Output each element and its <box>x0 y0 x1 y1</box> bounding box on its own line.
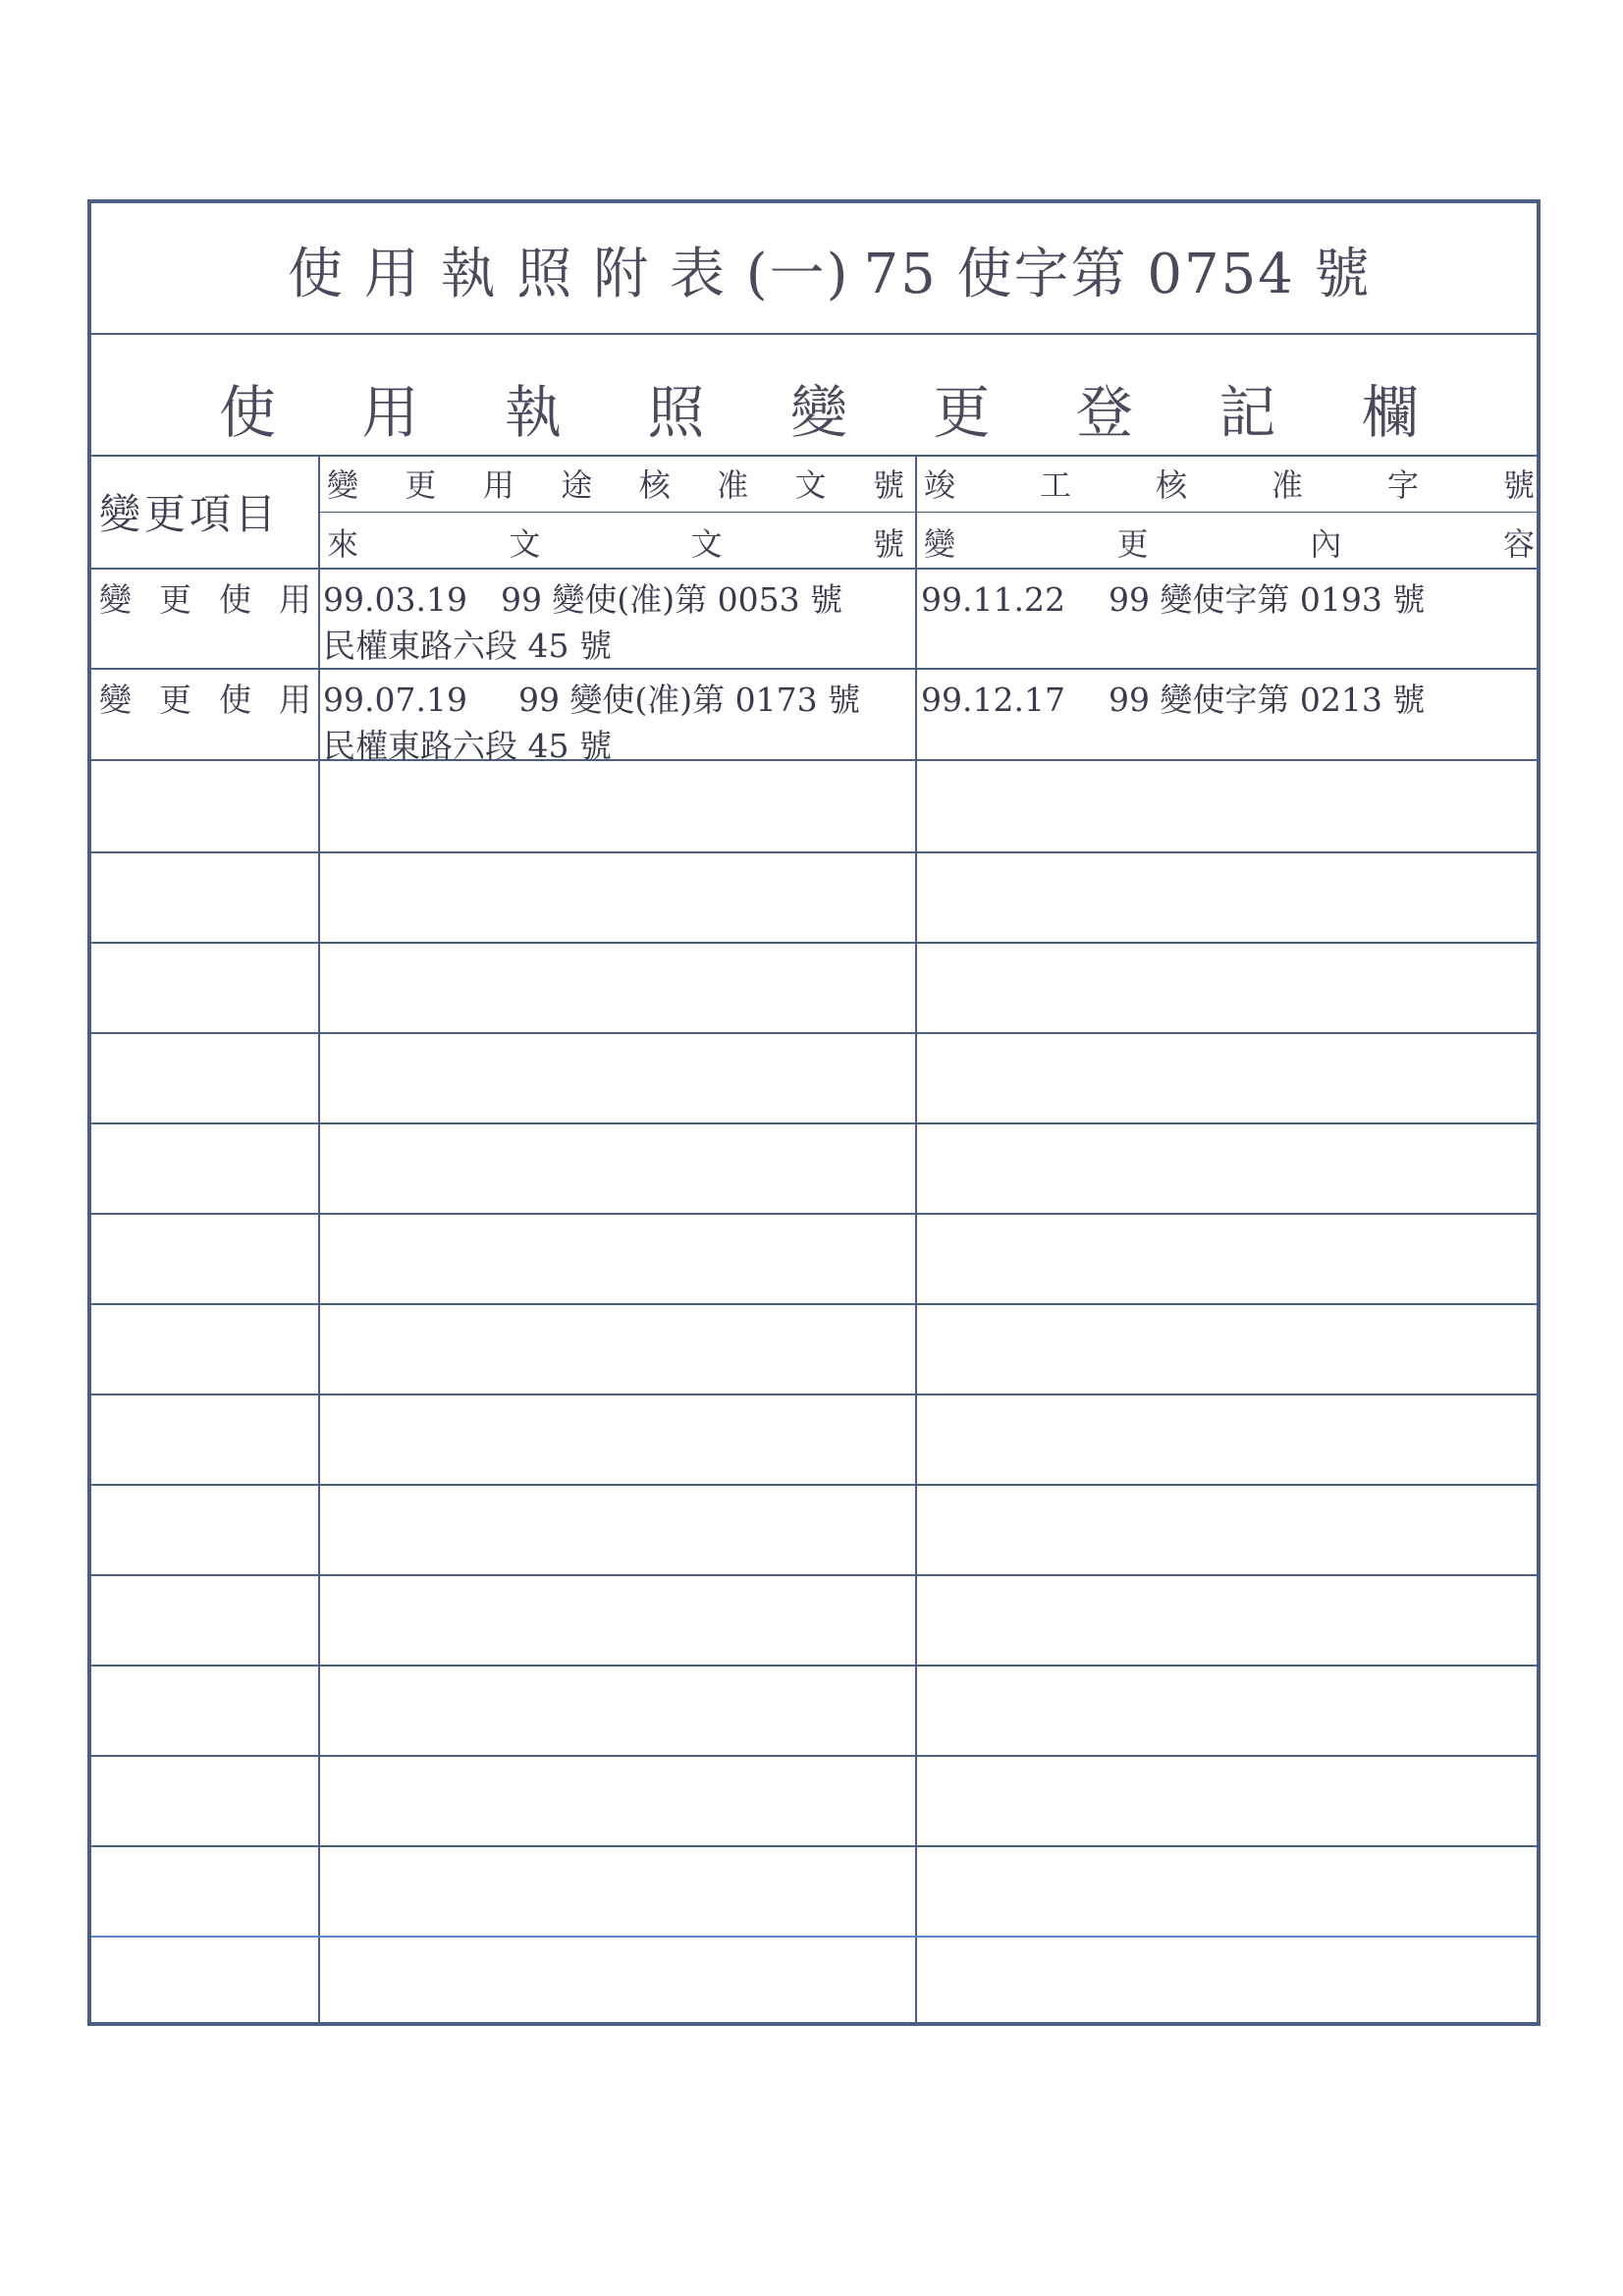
subtitle-char: 使 <box>219 379 277 446</box>
header-char: 工 <box>1039 466 1071 504</box>
approval-date: 99.07.19 <box>323 681 467 719</box>
header-char: 准 <box>1271 466 1303 504</box>
row-line <box>91 851 1537 853</box>
column-divider-2 <box>915 457 917 2026</box>
row-line <box>91 1303 1537 1305</box>
row-line <box>91 759 1537 761</box>
row-line <box>91 1394 1537 1395</box>
item-char: 更 <box>159 580 191 619</box>
subtitle-char: 用 <box>361 379 419 446</box>
header-char: 變 <box>924 525 956 563</box>
completion-date: 99.11.22 <box>921 580 1065 619</box>
row-line <box>91 1213 1537 1215</box>
header-char: 核 <box>1155 466 1187 504</box>
item-char: 使 <box>219 681 251 719</box>
row-line <box>91 1755 1537 1757</box>
subtitle <box>219 366 1419 449</box>
item-char: 用 <box>279 681 311 719</box>
registration-table <box>87 199 1541 2026</box>
row-2-approval <box>323 675 860 721</box>
approval-number: 99 變使(准)第 0173 號 <box>517 681 861 719</box>
row-1-item <box>99 574 311 621</box>
item-char: 用 <box>279 580 311 619</box>
header-char: 來 <box>327 525 359 563</box>
approval-date: 99.03.19 <box>323 580 467 619</box>
title-license-number: 75 使字第 0754 號 <box>863 243 1372 306</box>
item-char: 變 <box>99 580 132 619</box>
row-line <box>91 1032 1537 1034</box>
header-subdivider <box>318 512 1541 513</box>
row-line <box>91 1845 1537 1847</box>
completion-date: 99.12.17 <box>921 681 1065 719</box>
header-char: 變 <box>327 466 359 504</box>
subtitle-char: 登 <box>1075 379 1133 446</box>
header-char: 准 <box>717 466 749 504</box>
row-line <box>91 1122 1537 1124</box>
row-line <box>91 1574 1537 1576</box>
column-divider-1 <box>318 457 320 2026</box>
header-char: 內 <box>1310 525 1342 563</box>
row-2-address: 民權東路六段 45 號 <box>323 727 612 765</box>
completion-number: 99 變使字第 0193 號 <box>1108 580 1426 619</box>
header-char: 號 <box>872 466 904 504</box>
row-line <box>91 568 1537 570</box>
item-char: 變 <box>99 681 132 719</box>
subtitle-char: 更 <box>933 379 991 446</box>
item-char: 使 <box>219 580 251 619</box>
item-char: 更 <box>159 681 191 719</box>
column-header-completion-bottom <box>924 519 1535 565</box>
header-char: 更 <box>405 466 437 504</box>
header-char: 文 <box>509 525 541 563</box>
subtitle-char: 照 <box>647 379 705 446</box>
row-1-completion <box>921 574 1425 621</box>
row-line <box>91 1484 1537 1486</box>
subtitle-char: 變 <box>789 379 847 446</box>
subtitle-row <box>91 335 1537 457</box>
row-2-item <box>99 675 311 721</box>
title-left: 使 用 執 照 附 表 (一) <box>288 243 850 306</box>
header-char: 用 <box>482 466 514 504</box>
header-char: 文 <box>690 525 723 563</box>
column-header-approval-top <box>327 461 904 506</box>
completion-number: 99 變使字第 0213 號 <box>1108 681 1426 719</box>
subtitle-char: 欄 <box>1361 379 1419 446</box>
subtitle-char: 執 <box>504 379 562 446</box>
subtitle-char: 記 <box>1218 379 1276 446</box>
header-char: 容 <box>1502 525 1535 563</box>
column-header-approval-bottom <box>327 519 904 565</box>
column-header-item: 變更項目 <box>99 490 281 538</box>
header-char: 更 <box>1116 525 1149 563</box>
header-char: 字 <box>1386 466 1419 504</box>
row-2-completion <box>921 675 1425 721</box>
approval-number: 99 變使(准)第 0053 號 <box>500 580 843 619</box>
row-line <box>91 668 1537 670</box>
row-line <box>91 1665 1537 1667</box>
header-char: 號 <box>1502 466 1535 504</box>
row-line <box>91 1936 1537 1938</box>
row-1-approval <box>323 574 842 621</box>
row-1-address: 民權東路六段 45 號 <box>323 627 612 665</box>
title-row <box>91 203 1537 335</box>
header-char: 途 <box>561 466 593 504</box>
header-char: 竣 <box>924 466 956 504</box>
page-title <box>288 231 1372 309</box>
column-header-completion-top <box>924 461 1535 506</box>
header-char: 核 <box>638 466 671 504</box>
row-line <box>91 942 1537 944</box>
header-char: 號 <box>872 525 904 563</box>
header-char: 文 <box>794 466 827 504</box>
